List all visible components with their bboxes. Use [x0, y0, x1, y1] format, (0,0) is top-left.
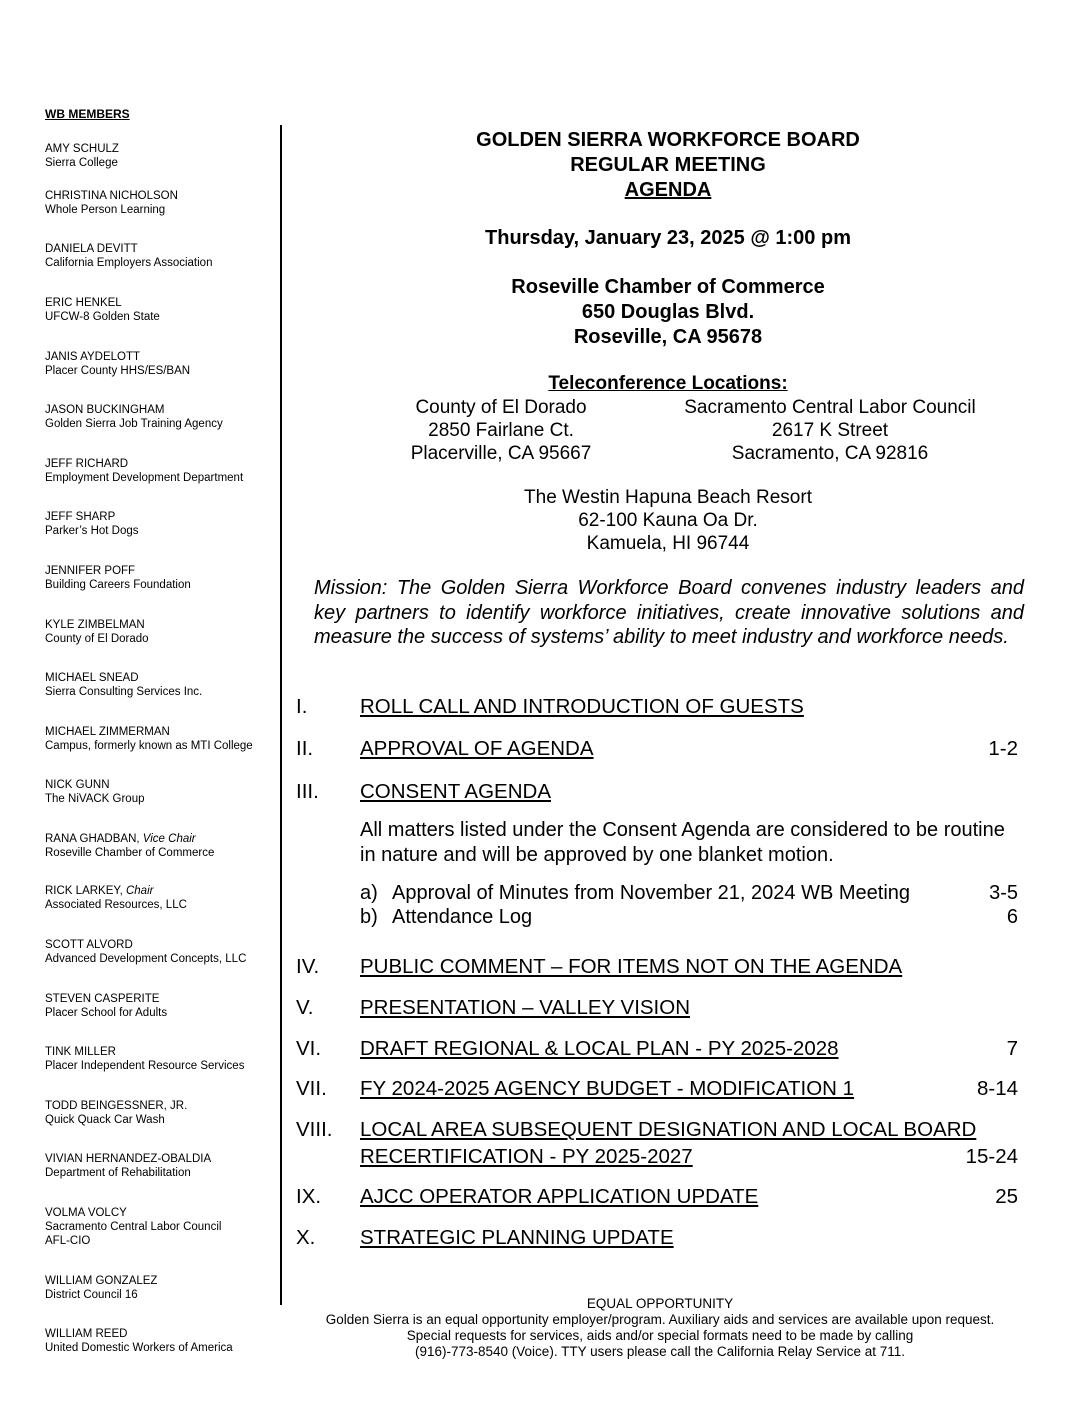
member-org: Parker’s Hot Dogs — [45, 525, 139, 537]
member-entry — [45, 1274, 281, 1302]
member-name: DANIELA DEVITT — [45, 243, 138, 255]
member-org: Placer County HHS/ES/BAN — [45, 365, 191, 377]
member-entry — [45, 1045, 281, 1073]
member-entry — [45, 403, 281, 431]
member-entry — [45, 778, 281, 806]
footer-title: EQUAL OPPORTUNITY — [586, 1296, 734, 1311]
member-entry — [45, 671, 281, 699]
member-entry — [45, 884, 281, 912]
location-line: 2617 K Street — [771, 420, 889, 441]
member-org: Building Careers Foundation — [45, 579, 191, 591]
member-entry — [45, 564, 281, 592]
member-org: Employment Development Department — [45, 472, 244, 484]
item-title: PUBLIC COMMENT – FOR ITEMS NOT ON THE AGENDA — [360, 955, 903, 978]
item-title: APPROVAL OF AGENDA — [360, 737, 594, 760]
member-org: California Employers Association — [45, 257, 213, 269]
member-entry — [45, 457, 281, 485]
item-title: AJCC OPERATOR APPLICATION UPDATE — [360, 1185, 759, 1208]
teleconference-title: Teleconference Locations: — [548, 373, 788, 394]
location-line: County of El Dorado — [415, 397, 587, 418]
member-entry — [45, 832, 281, 860]
item-number: X. — [296, 1226, 316, 1249]
member-entry — [45, 1152, 281, 1180]
equal-opportunity-footer — [286, 1296, 1034, 1360]
member-name: CHRISTINA NICHOLSON — [45, 190, 178, 202]
subitem-text: Attendance Log — [392, 906, 533, 928]
item-number: IV. — [296, 955, 320, 978]
item-pages: 8-14 — [976, 1077, 1018, 1100]
item-number: IX. — [296, 1185, 322, 1208]
member-entry — [45, 938, 281, 966]
member-name: ERIC HENKEL — [45, 297, 122, 309]
member-name: AMY SCHULZ — [45, 143, 119, 155]
member-entry — [45, 992, 281, 1020]
member-name: NICK GUNN — [45, 779, 110, 791]
item-title: FY 2024-2025 AGENCY BUDGET - MODIFICATION 1 — [360, 1077, 855, 1100]
sidebar-title: WB MEMBERS — [45, 107, 130, 121]
member-name: TODD BEINGESSNER, JR. — [45, 1100, 188, 1112]
location-line: Sacramento Central Labor Council — [684, 397, 976, 418]
member-org-secondary: AFL-CIO — [45, 1235, 91, 1247]
location-line: Kamuela, HI 96744 — [586, 533, 750, 554]
location-line: 62-100 Kauna Oa Dr. — [578, 510, 758, 531]
meeting-type: REGULAR MEETING — [570, 154, 766, 176]
member-entry — [45, 189, 281, 217]
subitem-label: a) — [360, 882, 378, 904]
meeting-date: Thursday, January 23, 2025 @ 1:00 pm — [485, 227, 851, 249]
member-name: JASON BUCKINGHAM — [45, 404, 165, 416]
subitem-text: Approval of Minutes from November 21, 2024 WB Meeting — [392, 882, 911, 904]
item-title: ROLL CALL AND INTRODUCTION OF GUESTS — [360, 695, 804, 718]
item-number: V. — [296, 996, 314, 1019]
subitem-pages: 6 — [1006, 906, 1018, 928]
consent-description: All matters listed under the Consent Agenda are considered to be routine in nature and will be approved by one blanket motion. — [360, 819, 1005, 866]
item-number: III. — [296, 780, 319, 803]
item-title: PRESENTATION – VALLEY VISION — [360, 996, 691, 1019]
member-name: STEVEN CASPERITE — [45, 993, 160, 1005]
item-title: STRATEGIC PLANNING UPDATE — [360, 1226, 674, 1249]
member-org: County of El Dorado — [45, 633, 149, 645]
item-pages: 1-2 — [988, 737, 1018, 760]
subitem-label: b) — [360, 906, 378, 928]
member-role: Vice Chair — [142, 833, 196, 845]
item-number: VII. — [296, 1077, 327, 1100]
member-entry — [45, 618, 281, 646]
item-pages: 25 — [995, 1185, 1018, 1208]
subitem-pages: 3-5 — [989, 882, 1018, 904]
venue-street: 650 Douglas Blvd. — [581, 301, 755, 323]
member-org: Placer Independent Resource Services — [45, 1060, 245, 1072]
agenda-heading: AGENDA — [624, 179, 712, 201]
location-line: The Westin Hapuna Beach Resort — [524, 487, 812, 508]
location-line: Placerville, CA 95667 — [410, 443, 592, 464]
member-name: JEFF RICHARD — [45, 458, 129, 470]
member-org: Golden Sierra Job Training Agency — [45, 418, 223, 430]
member-name: WILLIAM REED — [45, 1328, 128, 1340]
item-title-line2: RECERTIFICATION - PY 2025-2027 — [360, 1145, 693, 1168]
member-name: TINK MILLER — [45, 1046, 116, 1058]
teleconference-location-westin — [296, 486, 1040, 555]
item-title: CONSENT AGENDA — [360, 780, 551, 803]
member-entry — [45, 1327, 281, 1355]
member-name: MICHAEL ZIMMERMAN — [45, 726, 170, 738]
sidebar-divider — [280, 125, 282, 1305]
member-org: Sierra College — [45, 157, 118, 169]
location-line: 2850 Fairlane Ct. — [428, 420, 574, 441]
member-name: SCOTT ALVORD — [45, 939, 133, 951]
item-number: VI. — [296, 1037, 322, 1060]
item-title: DRAFT REGIONAL & LOCAL PLAN - PY 2025-2028 — [360, 1037, 839, 1060]
member-org: Sierra Consulting Services Inc. — [45, 686, 203, 698]
member-entry — [45, 296, 281, 324]
member-name: JEFF SHARP — [45, 511, 116, 523]
footer-line: Special requests for services, aids and/or special formats need to be made by calling — [406, 1328, 914, 1343]
item-number: I. — [296, 695, 308, 718]
member-org: Associated Resources, LLC — [45, 899, 187, 911]
member-name: VIVIAN HERNANDEZ-OBALDIA — [45, 1153, 212, 1165]
meeting-location — [296, 275, 1040, 350]
mission-statement: Mission: The Golden Sierra Workforce Board convenes industry leaders and key partners to identify workforce initiatives, create innovative solutions and measure the success of systems’ ability to meet industry and workforce needs. — [314, 577, 1024, 648]
teleconference-location-sacramento — [656, 396, 1004, 465]
member-name: JENNIFER POFF — [45, 565, 136, 577]
member-org: Quick Quack Car Wash — [45, 1114, 165, 1126]
venue-name: Roseville Chamber of Commerce — [511, 276, 825, 298]
member-org: The NiVACK Group — [45, 793, 145, 805]
item-title: LOCAL AREA SUBSEQUENT DESIGNATION AND LOCAL BOARD — [360, 1118, 977, 1141]
member-org: Campus, formerly known as MTI College — [45, 740, 253, 752]
item-number: II. — [296, 737, 314, 760]
member-org: Department of Rehabilitation — [45, 1167, 191, 1179]
member-name: RICK LARKEY, — [45, 885, 123, 897]
item-pages: 7 — [1006, 1037, 1018, 1060]
member-org: UFCW-8 Golden State — [45, 311, 160, 323]
member-entry — [45, 350, 281, 378]
member-org: Whole Person Learning — [45, 204, 166, 216]
member-name: KYLE ZIMBELMAN — [45, 619, 145, 631]
member-entry — [45, 725, 281, 753]
item-number: VIII. — [296, 1118, 333, 1141]
member-org: Placer School for Adults — [45, 1007, 168, 1019]
footer-line: (916)-773-8540 (Voice). TTY users please call the California Relay Service at 711. — [414, 1344, 905, 1359]
location-line: Sacramento, CA 92816 — [731, 443, 929, 464]
member-role: Chair — [125, 885, 154, 897]
member-org: District Council 16 — [45, 1289, 138, 1301]
member-entry — [45, 510, 281, 538]
org-title: GOLDEN SIERRA WORKFORCE BOARD — [476, 129, 860, 151]
venue-city: Roseville, CA 95678 — [573, 326, 763, 348]
member-org: Advanced Development Concepts, LLC — [45, 953, 247, 965]
member-org: United Domestic Workers of America — [45, 1342, 233, 1354]
member-name: MICHAEL SNEAD — [45, 672, 139, 684]
member-name: VOLMA VOLCY — [45, 1207, 127, 1219]
member-org: Sacramento Central Labor Council — [45, 1221, 222, 1233]
member-name: RANA GHADBAN, — [45, 833, 140, 845]
item-pages: 15-24 — [965, 1145, 1018, 1168]
footer-line: Golden Sierra is an equal opportunity employer/program. Auxiliary aids and services are available upon request. — [325, 1312, 995, 1327]
member-entry — [45, 242, 281, 270]
members-sidebar — [45, 107, 285, 1354]
member-org: Roseville Chamber of Commerce — [45, 847, 215, 859]
member-name: WILLIAM GONZALEZ — [45, 1275, 158, 1287]
member-entry — [45, 142, 281, 170]
member-name: JANIS AYDELOTT — [45, 351, 141, 363]
member-entry — [45, 1206, 281, 1248]
document-header — [296, 128, 1040, 203]
member-entry — [45, 1099, 281, 1127]
teleconference-location-eldorado — [370, 396, 632, 465]
